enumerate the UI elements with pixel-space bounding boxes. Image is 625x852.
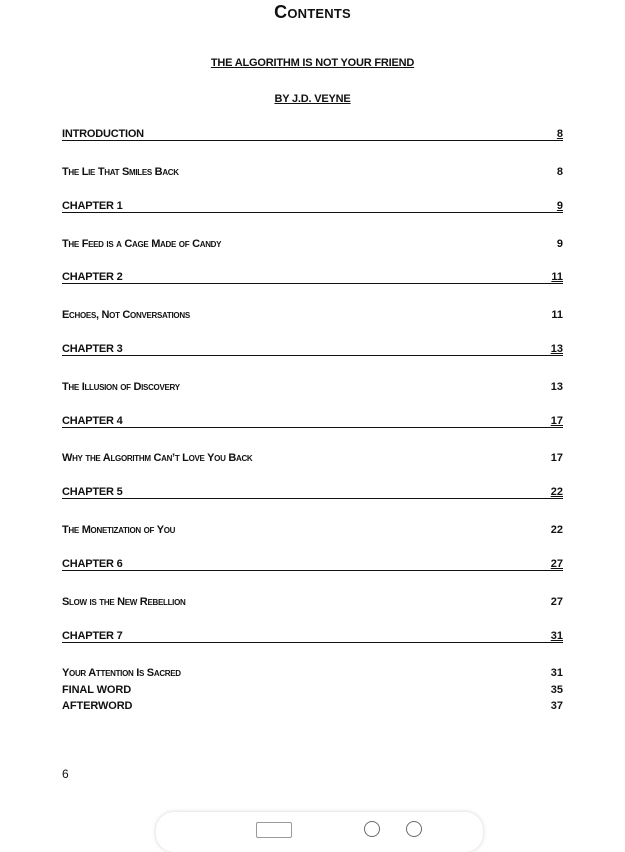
toc-page: 11 <box>551 271 563 283</box>
toc-entry-chapter-4[interactable] <box>62 413 563 428</box>
book-title: THE ALGORITHM IS NOT YOUR FRIEND <box>210 57 415 69</box>
page-title: Contents <box>274 2 351 22</box>
toc-label: The Feed is a Cage Made of Candy <box>62 238 222 250</box>
toc-label: Echoes, Not Conversations <box>62 309 190 321</box>
toc-page: 22 <box>550 524 563 536</box>
toc-page: 9 <box>556 238 563 250</box>
book-author: BY J.D. VEYNE <box>274 93 351 105</box>
toc-entry-chapter-4-subtitle[interactable] <box>62 448 563 464</box>
toc-page: 37 <box>550 700 563 712</box>
toc-page: 35 <box>550 684 563 696</box>
toc-label: CHAPTER 3 <box>62 343 123 355</box>
toc-page: 8 <box>556 128 563 140</box>
toc-label: CHAPTER 5 <box>62 486 123 498</box>
toc-entry-chapter-1-subtitle[interactable] <box>62 234 563 250</box>
toc-entry-chapter-3-subtitle[interactable] <box>62 377 563 393</box>
toc-page: 11 <box>551 309 563 321</box>
toc-entry-chapter-7[interactable] <box>62 628 563 643</box>
toc-label: CHAPTER 2 <box>62 271 123 283</box>
toc-label: AFTERWORD <box>62 700 133 712</box>
toc-entry-chapter-6[interactable] <box>62 556 563 571</box>
toc-page: 27 <box>550 558 563 570</box>
toc-page: 31 <box>550 667 563 679</box>
toc-entry-introduction[interactable] <box>62 126 563 141</box>
toc-page: 17 <box>550 415 563 427</box>
toc-entry-chapter-2[interactable] <box>62 269 563 284</box>
zoom-out-icon[interactable] <box>364 821 380 837</box>
toc-label: CHAPTER 6 <box>62 558 123 570</box>
toc-label: INTRODUCTION <box>62 128 144 140</box>
zoom-in-icon[interactable] <box>406 821 422 837</box>
toc-label: Why the Algorithm Can’t Love You Back <box>62 452 253 464</box>
toc-label: FINAL WORD <box>62 684 132 696</box>
toc-label: The Monetization of You <box>62 524 176 536</box>
toc-label: CHAPTER 1 <box>62 200 123 212</box>
toc-page: 13 <box>550 381 563 393</box>
toc-page: 17 <box>550 452 563 464</box>
toc-entry-chapter-2-subtitle[interactable] <box>62 305 563 321</box>
toc-entry-final-word[interactable] <box>62 680 563 696</box>
toc-entry-chapter-3[interactable] <box>62 341 563 356</box>
toc-entry-afterword[interactable] <box>62 696 563 712</box>
viewer-toolbar <box>156 812 483 852</box>
page-number-input[interactable] <box>256 822 292 838</box>
toc-page: 9 <box>556 200 563 212</box>
toc-page: 27 <box>550 596 563 608</box>
toc-label: CHAPTER 4 <box>62 415 123 427</box>
toc-page: 22 <box>550 486 563 498</box>
toc-label: The Illusion of Discovery <box>62 381 180 393</box>
toc-entry-intro-subtitle[interactable] <box>62 162 563 178</box>
toc-label: Slow is the New Rebellion <box>62 596 186 608</box>
toc-label: The Lie That Smiles Back <box>62 166 179 178</box>
toc-page: 8 <box>556 166 563 178</box>
toc-page: 13 <box>550 343 563 355</box>
toc-entry-chapter-1[interactable] <box>62 198 563 213</box>
toc-entry-chapter-5-subtitle[interactable] <box>62 520 563 536</box>
toc-entry-chapter-5[interactable] <box>62 484 563 499</box>
toc-entry-chapter-7-subtitle[interactable] <box>62 663 563 679</box>
toc-label: Your Attention Is Sacred <box>62 667 181 679</box>
toc-page: 31 <box>550 630 563 642</box>
toc-label: CHAPTER 7 <box>62 630 123 642</box>
toc-entry-chapter-6-subtitle[interactable] <box>62 592 563 608</box>
page-number: 6 <box>62 767 69 781</box>
